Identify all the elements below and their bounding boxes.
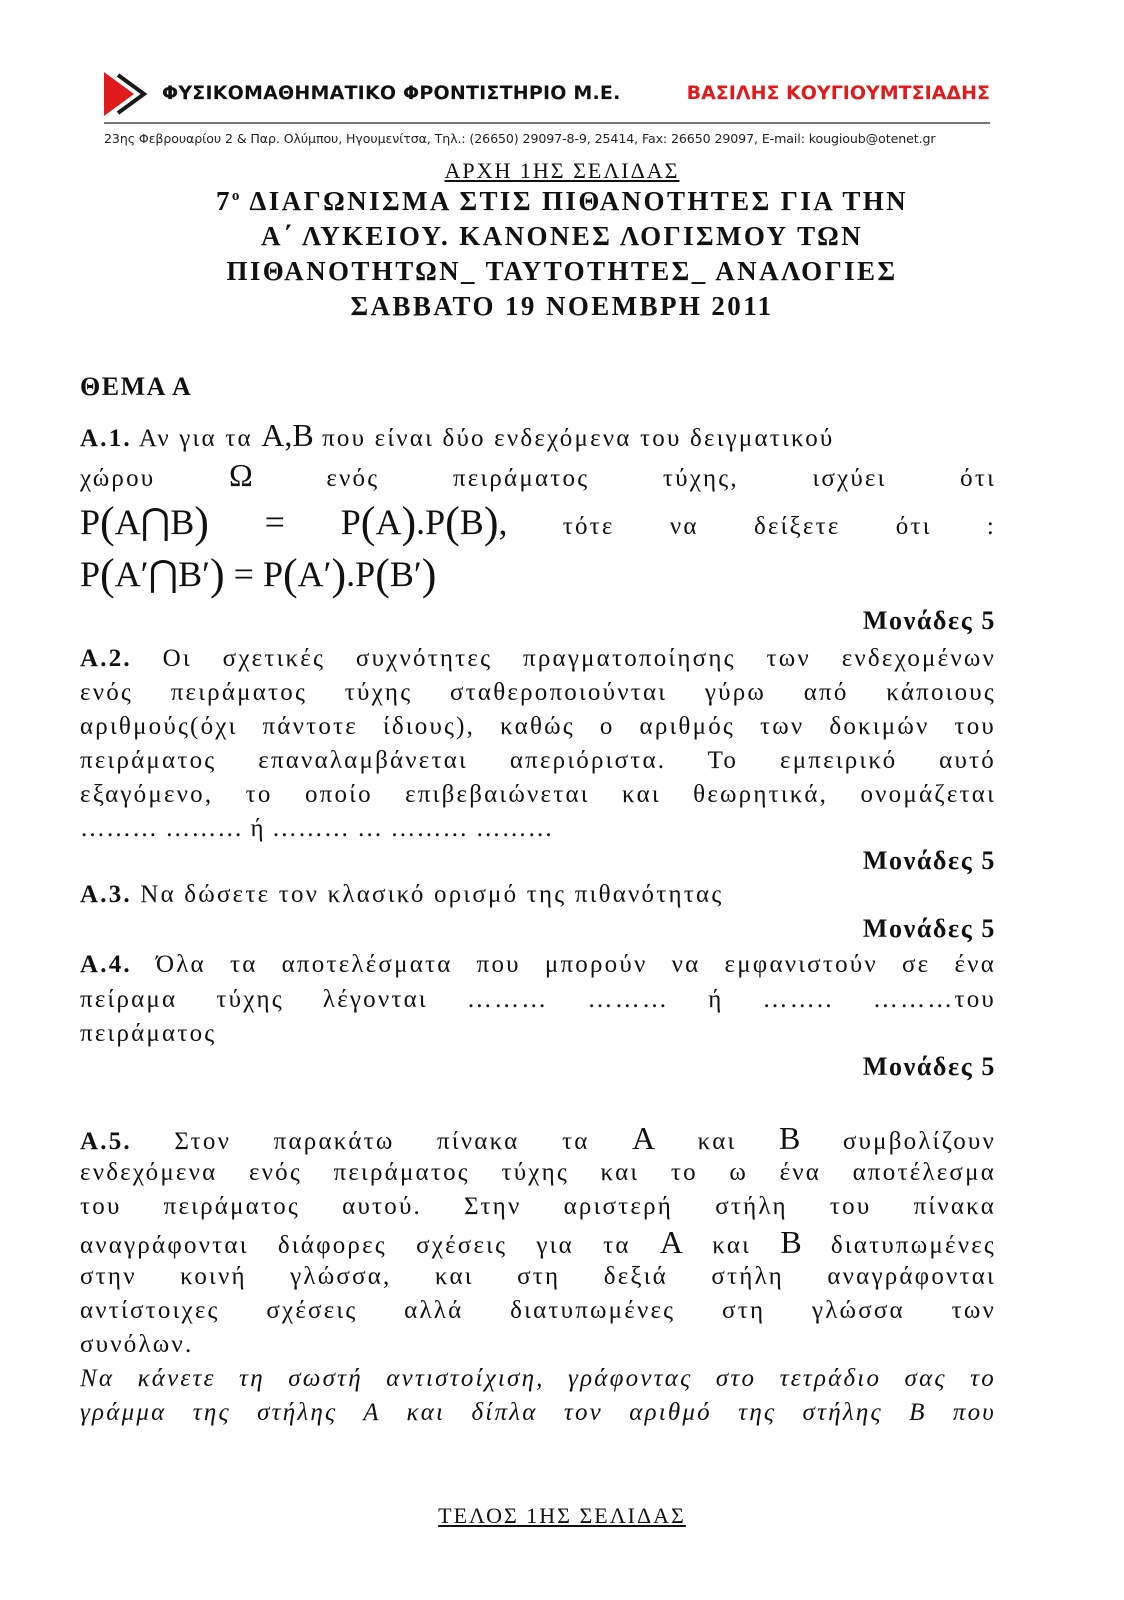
question-a2-blanks: ……… ……… ή ……… … ……… ……… — [80, 815, 554, 842]
question-a3: Α.3. Να δώσετε τον κλασικό ορισμό της πιθανότητας — [80, 881, 724, 908]
question-a1-line-3: Ρ(Α⋂Β) = Ρ(Α).Ρ(Β), τότε να δείξετε ότι : — [80, 498, 997, 547]
organization-name: ΦΥΣΙΚΟΜΑΘΗΜΑΤΙΚΟ ΦΡΟΝΤΙΣΤΗΡΙΟ Μ.Ε. — [162, 82, 621, 104]
question-a1-line-2: χώρου Ω ενός πειράματος τύχης, ισχύει ότι — [80, 457, 997, 493]
exam-title-line-3: ΠΙΘΑΝΟΤΗΤΩΝ_ ΤΑΥΤΟΤΗΤΕΣ_ ΑΝΑΛΟΓΙΕΣ — [226, 256, 898, 286]
instruction-line-2: γράμμα της στήλης Α και δίπλα τον αριθμό της στήλης Β που — [80, 1399, 996, 1426]
author-name: ΒΑΣΙΛΗΣ ΚΟΥΓΙΟΥΜΤΣΙΑΔΗΣ — [686, 82, 990, 104]
question-a1-line-1: Α.1. Αν για τα Α,Β που είναι δύο ενδεχόμενα του δειγματικού — [80, 417, 835, 453]
question-a4-line-3: πειράματος — [80, 1020, 217, 1047]
question-a5-line-3: του πειράματος αυτού. Στην αριστερή στήλη του πίνακα — [80, 1193, 996, 1220]
marks-a1: Μονάδες 5 — [862, 606, 996, 635]
address-line: 23ης Φεβρουαρίου 2 & Παρ. Ολύμπου, Ηγουμενίτσα, Τηλ.: (26650) 29097-8-9, 25414, Fax: 26650 29097, E-mail: kougioub@otenet.gr — [104, 131, 936, 146]
section-heading: ΘΕΜΑ Α — [80, 372, 193, 401]
question-a2-line-5: εξαγόμενο, το οποίο επιβεβαιώνεται και θεωρητικά, ονομάζεται — [80, 781, 996, 808]
header-divider — [104, 122, 990, 124]
question-a2-line-4: πειράματος επαναλαμβάνεται απεριόριστα. Το εμπειρικό αυτό — [80, 747, 996, 774]
question-a5-line-4: αναγράφονται διάφορες σχέσεις για τα Α και Β διατυπωμένες — [80, 1224, 997, 1260]
question-a5-line-5: στην κοινή γλώσσα, και στη δεξιά στήλη αναγράφονται — [80, 1263, 996, 1290]
question-a5-line-7: συνόλων. — [80, 1331, 194, 1358]
page-start-label: ΑΡΧΗ 1ΗΣ ΣΕΛΙΔΑΣ — [444, 158, 680, 183]
formula-complements: Ρ(Α′⋂Β′) = Ρ(Α′).Ρ(Β′) — [80, 550, 437, 599]
marks-a4: Μονάδες 5 — [862, 1052, 996, 1081]
question-a4-line-1: Α.4. Όλα τα αποτελέσματα που μπορούν να εμφανιστούν σε ένα — [80, 951, 996, 978]
page-end-label: ΤΕΛΟΣ 1ΗΣ ΣΕΛΙΔΑΣ — [438, 1503, 686, 1528]
question-a2-line-3: αριθμούς(όχι πάντοτε ίδιους), καθώς ο αριθμός των δοκιμών του — [80, 713, 996, 740]
question-a5-line-1: Α.5. Στον παρακάτω πίνακα τα Α και Β συμβολίζουν — [80, 1120, 996, 1156]
question-a1-line-4 — [80, 552, 996, 601]
question-a2-line-2: ενός πειράματος τύχης σταθεροποιούνται γύρω από κάποιους — [80, 679, 996, 706]
instruction-line-1: Να κάνετε τη σωστή αντιστοίχιση, γράφοντας στο τετράδιο σας το — [80, 1365, 996, 1392]
exam-title-line-2: Α΄ ΛΥΚΕΙΟΥ. ΚΑΝΟΝΕΣ ΛΟΓΙΣΜΟΥ ΤΩΝ — [260, 221, 864, 251]
question-a5-line-2: ενδεχόμενα ενός πειράματος τύχης και το ω ένα αποτέλεσμα — [80, 1159, 996, 1186]
exam-title-line-1: $7^o$ ΔΙΑΓΩΝΙΣΜΑ ΣΤΙΣ ΠΙΘΑΝΟΤΗΤΕΣ ΓΙΑ ΤΗΝ — [215, 186, 909, 216]
marks-a2: Μονάδες 5 — [862, 846, 996, 875]
formula-independence: Ρ(Α⋂Β) = Ρ(Α).Ρ(Β), — [80, 498, 508, 547]
question-a5-line-6: αντίστοιχες σχέσεις αλλά διατυπωμένες στη γλώσσα των — [80, 1297, 996, 1324]
exam-date: ΣΑΒΒΑΤΟ 19 ΝΟΕΜΒΡΗ 2011 — [350, 291, 774, 321]
question-a4-line-2: πείραμα τύχης λέγονται ……… ……… ή …….. ………του — [80, 986, 996, 1013]
arrow-logo-icon — [104, 72, 152, 116]
marks-a3: Μονάδες 5 — [862, 914, 996, 943]
question-a2-line-1: Α.2. Οι σχετικές συχνότητες πραγματοποίησης των ενδεχομένων — [80, 645, 996, 672]
letterhead — [104, 72, 990, 116]
